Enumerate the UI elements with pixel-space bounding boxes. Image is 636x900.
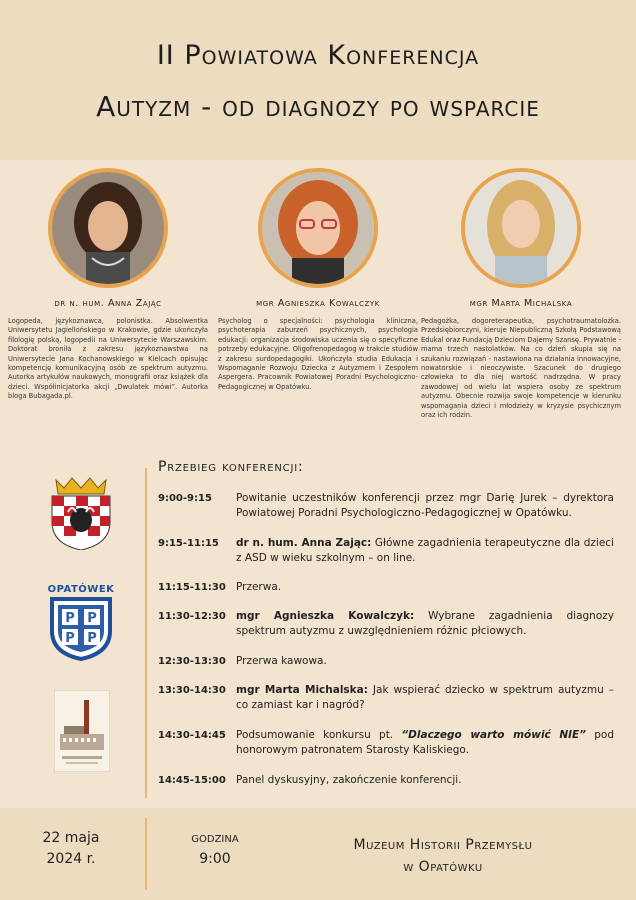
speaker-bio: Pedagożka, dogoreterapeutka, psychotraumatolożka. Przedsiębiorczyni, kieruje Niepubliczną Szkołą Podstawową Edukal oraz Fundacją Dzieciom Dajemy Szansę. Prywatnie - mama trzech nastolatków. Na co dzień skupia się na szukaniu rozwiązań - nastawiona na działania innowacyjne, nowatorskie i nieoczywiste. Szacunek do drugiego człowieka to dla niej wartość nadrzędna. W pracy zawodowej od wielu lat wspiera osoby ze spektrum autyzmu. Obecnie rozwija swoje kompetencje w kierunku wspomagania dzieci i młodzieży w kryzysie psychicznym oraz ich rodzin. (421, 317, 621, 420)
agenda-description: dr n. hum. Anna Zając: Główne zagadnienia terapeutyczne dla dzieci z ASD w wieku szkolnym – on line. (236, 537, 614, 564)
agenda-description: Podsumowanie konkursu pt. “Dlaczego warto mówić NIE” pod honorowym patronatem Starosty Kaliskiego. (236, 729, 614, 756)
agenda-time: 14:30-14:45 (158, 730, 226, 741)
pppp-opatowek-logo (46, 584, 116, 665)
museum-logo (54, 690, 110, 776)
page-title-line1: II Powiatowa Konferencja (156, 40, 480, 71)
event-time: godzina 9:00 (191, 830, 239, 867)
agenda-description: Panel dyskusyjny, zakończenie konferencji. (236, 774, 462, 786)
speaker-photo (48, 168, 168, 288)
speaker-card-1 (8, 168, 208, 402)
logo-letter: P (65, 631, 75, 646)
agenda-description: Przerwa. (236, 581, 282, 593)
logo-letter: P (87, 611, 97, 626)
agenda-description: Powitanie uczestników konferencji przez mgr Darię Jurek – dyrektora Powiatowej Poradni Psychologiczno-Pedagogicznej w Opatówku. (236, 492, 614, 519)
footer-divider (145, 818, 147, 890)
logo-letter: P (65, 611, 75, 626)
agenda-time: 14:45-15:00 (158, 775, 226, 786)
logo-letter: P (87, 631, 97, 646)
speaker-photo (258, 168, 378, 288)
logo-label: OPATÓWEK (47, 584, 115, 595)
contest-title: “Dlaczego warto mówić NIE” (401, 729, 586, 741)
agenda-title: Przebieg konferencji: (158, 459, 304, 475)
speaker-bio: Logopeda, językoznawca, polonistka. Absolwentka Uniwersytetu Jagiellońskiego w Krakowie, gdzie ukończyła filologię polską, logopedii na Uniwersytecie Warszawskim. Doktorat broniła z zakresu językoznawstwa na Uniwersytecie Jana Kochanowskiego w Kielcach opisując kompetencję komunikacyjną osób ze spektrum autyzmu. Autorka artykułów naukowych, monografii oraz książek dla dzieci. Współinicjatorka akcji „Dwulatek mówi”. Autorka bloga Bubagada.pl. (8, 317, 208, 401)
speaker-card-2 (218, 168, 418, 392)
agenda-divider (145, 468, 147, 798)
speaker-bio: Psycholog o specjalności: psychologia kliniczna, psychoterapia zaburzeń psychicznych, psychologia edukacji: organizacja środowiska uczenia się o specyficzne potrzeby edukacyjne. Oligofrenopedagog w trakcie studiów z zakresu surdopedagogiki. Ukończyła studia Edukacja i Wspomaganie Rozwoju Dziecka z Autyzmem i Zespołem Aspergera. Pracownik Powiatowej Poradni Psychologiczno-Pedagogicznej w Opatówku. (218, 317, 418, 391)
agenda-time: 9:00-9:15 (158, 493, 212, 504)
agenda-speaker: mgr Marta Michalska: (236, 684, 368, 696)
event-venue: Muzeum Historii Przemysłu w Opatówku (353, 837, 533, 875)
event-date: 22 maja 2024 r. (42, 830, 100, 867)
agenda-description: Przerwa kawowa. (236, 655, 327, 667)
agenda-speaker: dr n. hum. Anna Zając: (236, 537, 372, 549)
speaker-name: mgr Marta Michalska (469, 298, 573, 309)
speaker-name: mgr Agnieszka Kowalczyk (256, 298, 380, 309)
agenda-time: 11:15-11:30 (158, 582, 226, 593)
agenda-time: 11:30-12:30 (158, 611, 226, 622)
agenda-speaker: mgr Agnieszka Kowalczyk: (236, 610, 415, 622)
speaker-name: dr n. hum. Anna Zając (54, 298, 162, 309)
agenda-description: mgr Marta Michalska: Jak wspierać dziecko w spektrum autyzmu – co zamiast kar i nagród? (236, 684, 614, 711)
speaker-photo (461, 168, 581, 288)
county-coat-of-arms-logo (48, 474, 114, 554)
speaker-card-3 (421, 168, 621, 420)
agenda-time: 12:30-13:30 (158, 656, 226, 667)
page-title-line2: Autyzm - od diagnozy po wsparcie (96, 90, 540, 123)
agenda-time: 13:30-14:30 (158, 685, 226, 696)
header-band (0, 0, 636, 160)
agenda-time: 9:15-11:15 (158, 538, 219, 549)
agenda-description: mgr Agnieszka Kowalczyk: Wybrane zagadnienia diagnozy spektrum autyzmu z uwzględnieniem różnic płciowych. (236, 610, 614, 637)
